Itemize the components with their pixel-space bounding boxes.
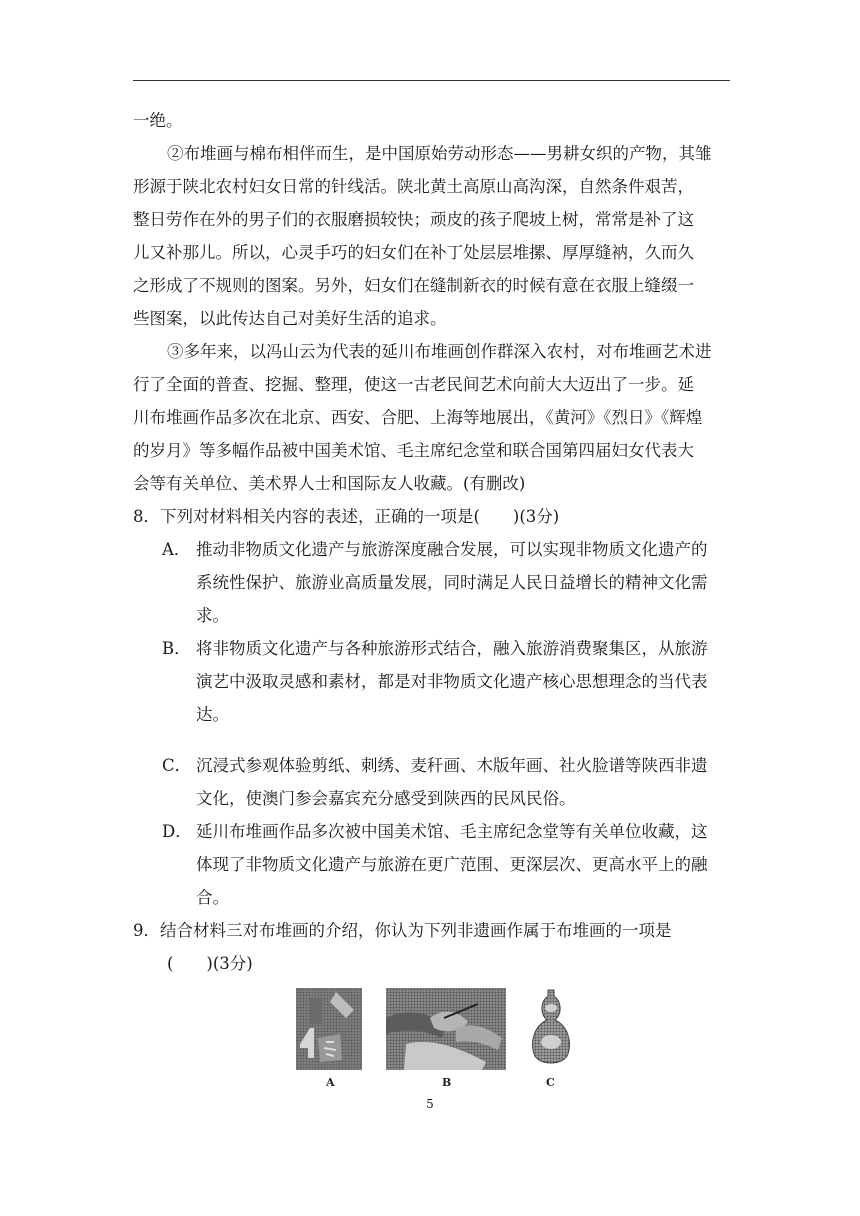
q8-option-c — [162, 749, 732, 815]
p2-line-2: 形源于陕北农村妇女日常的针线活。陕北黄土高原山高沟深，自然条件艰苦， — [133, 177, 694, 196]
option-line: 达。 — [196, 705, 229, 724]
q9-stem-line-2: ( )(3分) — [167, 954, 253, 973]
q9-figures — [296, 988, 576, 1088]
p3-line-4: 的岁月》等多幅作品被中国美术馆、毛主席纪念堂和联合国第四届妇女代表大 — [133, 441, 694, 460]
option-line: 延川布堆画作品多次被中国美术馆、毛主席纪念堂等有关单位收藏，这 — [196, 822, 708, 841]
header-rule — [133, 80, 730, 81]
p2-line-1: ②布堆画与棉布相伴而生，是中国原始劳动形态——男耕女织的产物，其雏 — [167, 144, 712, 163]
option-line: 文化，使澳门参会嘉宾充分感受到陕西的民风民俗。 — [196, 789, 576, 808]
figure-a-image — [296, 988, 362, 1070]
p3-line-1: ③多年来，以冯山云为代表的延川布堆画创作群深入农村，对布堆画艺术进 — [167, 342, 712, 361]
option-line: 沉浸式参观体验剪纸、刺绣、麦秆画、木版年画、社火脸谱等陕西非遗 — [196, 756, 708, 775]
option-letter: D． — [162, 822, 192, 841]
continuation-text: 一绝。 — [133, 111, 183, 130]
p3-line-3: 川布堆画作品多次在北京、西安、合肥、上海等地展出，《黄河》《烈日》《辉煌 — [133, 408, 703, 427]
p2-line-6: 些图案，以此传达自己对美好生活的追求。 — [133, 309, 447, 328]
figure-b-image — [386, 988, 506, 1070]
option-line: 系统性保护、旅游业高质量发展，同时满足人民日益增长的精神文化需 — [196, 573, 708, 592]
text-continuation — [133, 104, 733, 137]
option-line: 体现了非物质文化遗产与旅游在更广范围、更深层次、更高水平上的融 — [196, 855, 708, 874]
option-line: 将非物质文化遗产与各种旅游形式结合，融入旅游消费聚集区，从旅游 — [196, 639, 708, 658]
paragraph-3 — [133, 335, 733, 500]
q8-option-a — [162, 533, 732, 632]
q8-option-d — [162, 815, 732, 914]
q8-stem-text: 8．下列对材料相关内容的表述，正确的一项是( )(3分) — [133, 507, 560, 526]
figure-c-caption: C — [546, 1076, 555, 1089]
paragraph-2 — [133, 137, 733, 335]
question-9-stem — [133, 914, 733, 980]
page-number: 5 — [426, 1097, 434, 1111]
option-line: 演艺中汲取灵感和素材，都是对非物质文化遗产核心思想理念的当代表 — [196, 672, 708, 691]
option-letter: B． — [162, 639, 191, 658]
p2-line-4: 儿又补那儿。所以，心灵手巧的妇女们在补丁处层层堆摞、厚厚缝衲，久而久 — [133, 243, 694, 262]
question-8-stem — [133, 500, 733, 533]
q9-stem-line-1: 9．结合材料三对布堆画的介绍，你认为下列非遗画作属于布堆画的一项是 — [133, 921, 672, 940]
figure-a-caption: A — [326, 1076, 335, 1089]
p2-line-5: 之形成了不规则的图案。另外，妇女们在缝制新衣的时候有意在衣服上缝缀一 — [133, 276, 694, 295]
p3-line-5: 会等有关单位、美术界人士和国际友人收藏。(有删改) — [133, 474, 526, 493]
option-letter: C． — [162, 756, 192, 775]
figure-c-image — [528, 988, 574, 1070]
q8-option-b — [162, 632, 732, 731]
p2-line-3: 整日劳作在外的男子们的衣服磨损较快；顽皮的孩子爬坡上树，常常是补了这 — [133, 210, 694, 229]
figure-b-caption: B — [442, 1076, 452, 1089]
option-line: 合。 — [196, 888, 229, 907]
option-line: 推动非物质文化遗产与旅游深度融合发展，可以实现非物质文化遗产的 — [196, 540, 708, 559]
option-line: 求。 — [196, 606, 229, 625]
option-letter: A． — [162, 540, 191, 559]
p3-line-2: 行了全面的普查、挖掘、整理，使这一古老民间艺术向前大大迈出了一步。延 — [133, 375, 694, 394]
